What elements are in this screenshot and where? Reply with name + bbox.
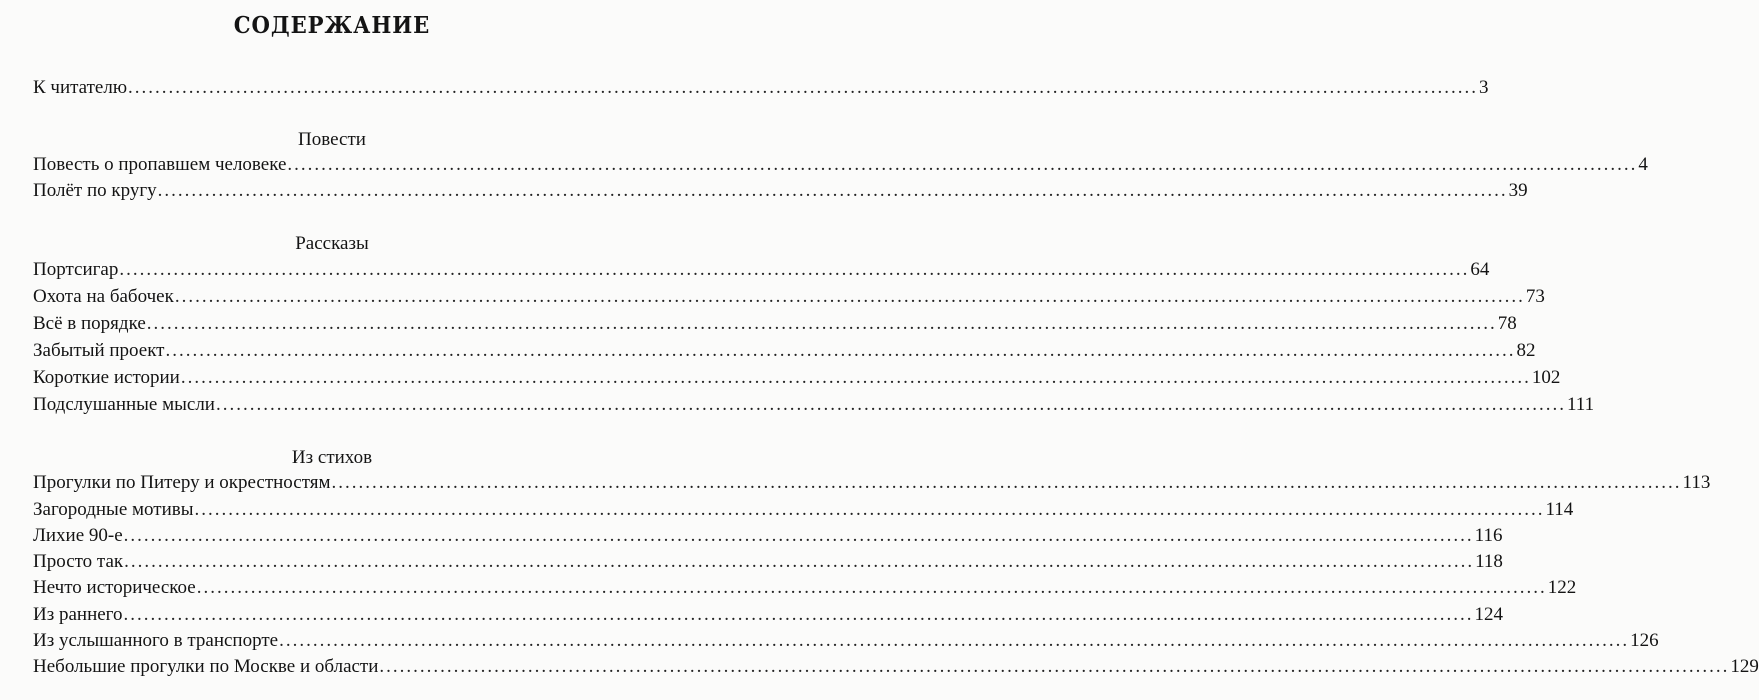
toc-entry-label: Портсигар: [33, 259, 119, 280]
section-heading: Повести: [298, 129, 366, 150]
toc-entry-label: Забытый проект: [33, 340, 165, 361]
toc-entry-label: Охота на бабочек: [33, 286, 174, 307]
dot-leader: ........................................................................................................................................................................................................: [287, 154, 1638, 175]
toc-entry[interactable]: [33, 576, 1577, 600]
toc-entry-label: Просто так: [33, 551, 124, 572]
toc-entry-page: 122: [1547, 577, 1577, 598]
dot-leader: ........................................................................................................................................................................................................: [128, 77, 1479, 98]
dot-leader: ........................................................................................................................................................................................................: [119, 259, 1470, 280]
dot-leader: ........................................................................................................................................................................................................: [124, 551, 1475, 572]
toc-entry-page: 124: [1474, 604, 1503, 625]
toc-entry-label: Из услышанного в транспорте: [33, 630, 279, 651]
toc-entry-page: 4: [1638, 154, 1648, 175]
toc-title: СОДЕРЖАНИЕ: [233, 12, 431, 39]
toc-entry[interactable]: [33, 339, 1536, 363]
dot-leader: ........................................................................................................................................................................................................: [174, 286, 1525, 307]
toc-entry-page: 73: [1525, 286, 1545, 307]
toc-entry-page: 39: [1508, 180, 1528, 201]
toc-entry-page: 129: [1730, 656, 1759, 677]
dot-leader: ........................................................................................................................................................................................................: [196, 577, 1547, 598]
dot-leader: ........................................................................................................................................................................................................: [194, 499, 1545, 520]
toc-entry[interactable]: [33, 76, 1489, 100]
toc-entry[interactable]: [33, 550, 1503, 574]
toc-entry-page: 102: [1531, 367, 1561, 388]
dot-leader: ........................................................................................................................................................................................................: [146, 313, 1497, 334]
toc-entry[interactable]: [33, 655, 1759, 679]
toc-entry[interactable]: [33, 471, 1711, 495]
dot-leader: ........................................................................................................................................................................................................: [379, 656, 1730, 677]
toc-entry-page: 113: [1682, 472, 1711, 493]
dot-leader: ........................................................................................................................................................................................................: [157, 180, 1508, 201]
dot-leader: ........................................................................................................................................................................................................: [123, 525, 1474, 546]
toc-entry-page: 126: [1630, 630, 1659, 651]
toc-entry-page: 118: [1475, 551, 1503, 572]
toc-entry[interactable]: [33, 498, 1574, 522]
dot-leader: ........................................................................................................................................................................................................: [165, 340, 1516, 361]
toc-entry-page: 116: [1474, 525, 1503, 546]
dot-leader: ........................................................................................................................................................................................................: [215, 394, 1566, 415]
toc-entry-page: 114: [1545, 499, 1574, 520]
toc-entry-label: Короткие истории: [33, 367, 180, 388]
toc-entry-label: Всё в порядке: [33, 313, 146, 334]
toc-entry-label: Прогулки по Питеру и окрестностям: [33, 472, 331, 493]
section-heading: Из стихов: [291, 447, 373, 468]
toc-entry[interactable]: [33, 285, 1545, 309]
toc-entry-page: 64: [1470, 259, 1490, 280]
toc-entry-page: 111: [1566, 394, 1595, 415]
toc-entry-page: 78: [1497, 313, 1517, 334]
dot-leader: ........................................................................................................................................................................................................: [331, 472, 1682, 493]
toc-entry-label: Небольшие прогулки по Москве и области: [33, 656, 379, 677]
toc-entry-label: К читателю: [33, 77, 128, 98]
toc-entry[interactable]: [33, 153, 1648, 177]
toc-entry[interactable]: [33, 629, 1659, 653]
toc-entry[interactable]: [33, 366, 1561, 390]
toc-entry[interactable]: [33, 258, 1490, 282]
toc-entry-page: 82: [1516, 340, 1536, 361]
toc-entry-label: Нечто историческое: [33, 577, 196, 598]
section-heading: Рассказы: [295, 233, 369, 254]
toc-entry-label: Повесть о пропавшем человеке: [33, 154, 287, 175]
toc-entry[interactable]: [33, 312, 1517, 336]
toc-entry-page: 3: [1479, 77, 1489, 98]
toc-entry[interactable]: [33, 603, 1503, 627]
toc-entry-label: Полёт по кругу: [33, 180, 157, 201]
dot-leader: ........................................................................................................................................................................................................: [123, 604, 1474, 625]
toc-entry-label: Из раннего: [33, 604, 123, 625]
toc-entry-label: Лихие 90-е: [33, 525, 123, 546]
toc-entry[interactable]: [33, 524, 1503, 548]
toc-entry[interactable]: [33, 393, 1595, 417]
toc-entry-label: Загородные мотивы: [33, 499, 194, 520]
toc-entry-label: Подслушанные мысли: [33, 394, 215, 415]
dot-leader: ........................................................................................................................................................................................................: [279, 630, 1630, 651]
dot-leader: ........................................................................................................................................................................................................: [180, 367, 1531, 388]
toc-entry[interactable]: [33, 179, 1528, 203]
